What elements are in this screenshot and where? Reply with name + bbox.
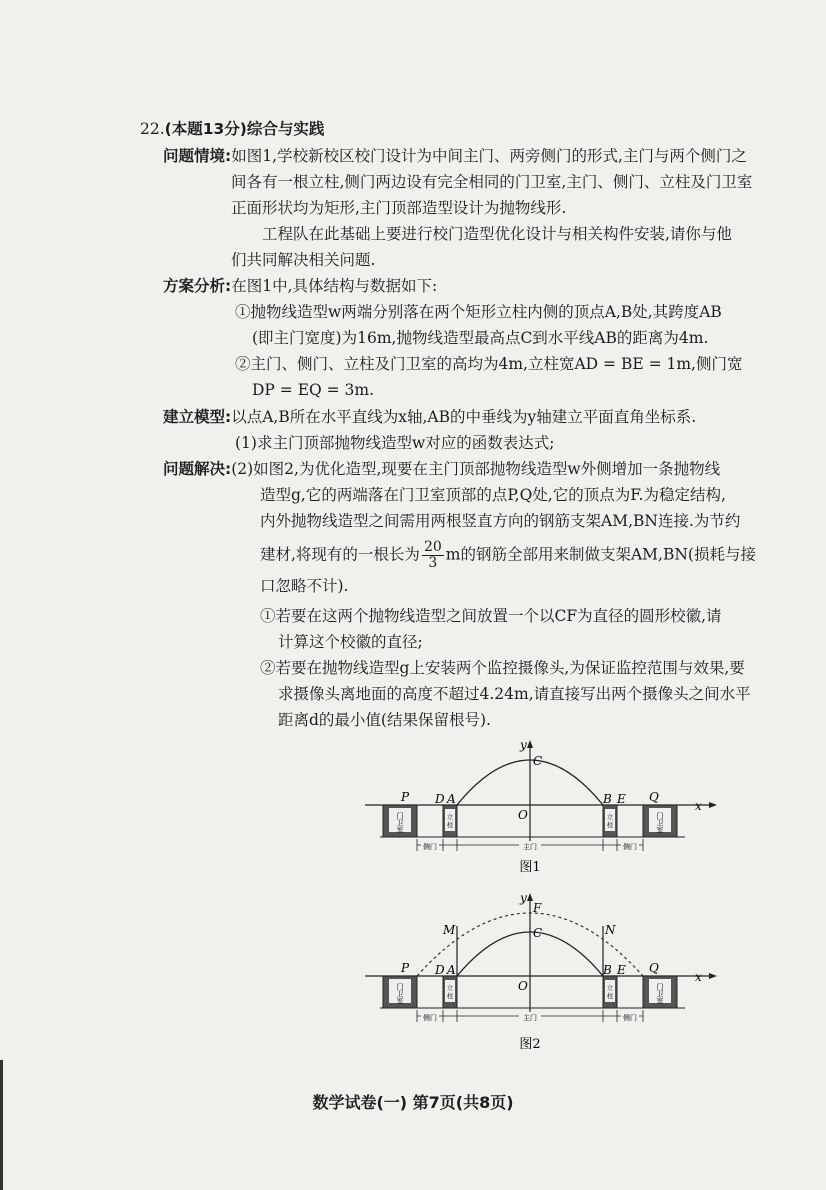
side-gate-right-label: 侧门 [623, 1014, 637, 1022]
analysis-line-4: ②主门、侧门、立柱及门卫室的高均为4m,立柱宽AD = BE = 1m,侧门宽 [235, 355, 743, 373]
guard-room-right-label-3: 室 [656, 997, 664, 1005]
label-Q: Q [649, 790, 659, 804]
solve-line-3: 内外抛物线造型之间需用两根竖直方向的钢筋支架AM,BN连接.为节约 [260, 512, 741, 530]
label-N: N [605, 923, 616, 937]
situation-line-2: 间各有一根立柱,侧门两边设有完全相同的门卫室,主门、侧门、立柱及门卫室 [231, 173, 753, 191]
fraction-denominator: 3 [428, 555, 438, 571]
label-O: O [518, 808, 528, 822]
label-A: A [447, 792, 456, 806]
label-O: O [518, 979, 528, 993]
analysis-label: 方案分析: [163, 277, 232, 295]
x-axis-label: x [695, 970, 702, 984]
solve-line-2: 造型g,它的两端落在门卫室顶部的点P,Q处,它的顶点为F.为稳定结构, [260, 486, 726, 504]
y-axis-label: y [520, 738, 527, 752]
problem-header [140, 118, 324, 140]
label-B: B [603, 792, 612, 806]
label-A: A [447, 963, 456, 977]
guard-room-left-label-1: 门 [396, 983, 404, 991]
analysis-line-1 [163, 275, 437, 297]
page-footer: 数学试卷(一) 第7页(共8页) [312, 1093, 514, 1112]
guard-room-left-label-2: 卫 [396, 990, 404, 998]
analysis-text: 在图1中,具体结构与数据如下: [231, 277, 438, 295]
analysis-line-5: DP = EQ = 3m. [252, 381, 375, 399]
label-C: C [533, 926, 543, 940]
y-axis-arrow [527, 740, 533, 748]
model-label: 建立模型: [163, 408, 232, 426]
model-line-2: (1)求主门顶部抛物线造型w对应的函数表达式; [235, 434, 555, 452]
pillar-left-label-1: 立 [446, 984, 454, 992]
label-D: D [435, 792, 445, 806]
guard-room-left-label-1: 门 [396, 812, 404, 820]
problem-number: 22. [140, 120, 165, 138]
solve-text: (2)如图2,为优化造型,现要在主门顶部抛物线造型w外侧增加一条抛物线 [231, 460, 721, 478]
label-E: E [617, 963, 626, 977]
x-axis-label: x [695, 799, 702, 813]
solve-line-9: 求摄像头离地面的高度不超过4.24m,请直接写出两个摄像头之间水平 [278, 685, 751, 703]
label-P: P [401, 790, 410, 804]
pillar-right-label-2: 柱 [606, 992, 614, 1000]
guard-room-right-label-2: 卫 [656, 990, 664, 998]
side-gate-left-label: 侧门 [423, 1014, 437, 1022]
main-gate-label: 主门 [523, 1014, 537, 1022]
pillar-left-label-2: 柱 [446, 992, 454, 1000]
problem-title: (本题13分)综合与实践 [164, 120, 325, 138]
label-M: M [443, 923, 456, 937]
guard-room-left-label-3: 室 [396, 997, 404, 1005]
solve-line-8: ②若要在抛物线造型g上安装两个监控摄像头,为保证监控范围与效果,要 [260, 659, 745, 677]
model-text: 以点A,B所在水平直线为x轴,AB的中垂线为y轴建立平面直角坐标系. [231, 408, 697, 426]
fraction [422, 540, 444, 571]
pillar-right-label-1: 立 [606, 813, 614, 821]
label-E: E [617, 792, 626, 806]
pillar-left-label-1: 立 [446, 813, 454, 821]
main-gate-label: 主门 [523, 843, 537, 851]
analysis-line-2: ①抛物线造型w两端分别落在两个矩形立柱内侧的顶点A,B处,其跨度AB [235, 303, 722, 321]
pillar-right-label-1: 立 [606, 984, 614, 992]
pillar-right-label-2: 柱 [606, 821, 614, 829]
label-Q: Q [649, 961, 659, 975]
pillar-left-label-2: 柱 [446, 821, 454, 829]
situation-label: 问题情境: [163, 147, 232, 165]
label-P: P [401, 961, 410, 975]
figure-1 [365, 735, 725, 885]
label-D: D [435, 963, 445, 977]
solve-line-6: ①若要在这两个抛物线造型之间放置一个以CF为直径的圆形校徽,请 [260, 607, 722, 625]
label-C: C [533, 754, 543, 768]
situation-line-5: 们共同解决相关问题. [231, 251, 376, 269]
side-gate-left-label: 侧门 [423, 843, 437, 851]
solve-text-4a: 建材,将现有的一根长为 [260, 545, 420, 564]
solve-line-1 [163, 458, 720, 480]
y-axis-label: y [520, 891, 527, 905]
solve-label: 问题解决: [163, 460, 232, 478]
model-line-1 [163, 406, 696, 428]
x-axis-arrow [709, 802, 717, 808]
label-B: B [603, 963, 612, 977]
label-F: F [533, 901, 542, 915]
analysis-line-3: (即主门宽度)为16m,抛物线造型最高点C到水平线AB的距离为4m. [252, 329, 709, 347]
solve-line-7: 计算这个校徽的直径; [278, 633, 423, 651]
y-axis-arrow [527, 893, 533, 901]
guard-room-left-label-3: 室 [396, 826, 404, 834]
figure-2-caption: 图2 [519, 1037, 541, 1052]
solve-text-4b: m的钢筋全部用来制做支架AM,BN(损耗与接 [445, 545, 756, 564]
guard-room-right-label-1: 门 [656, 812, 664, 820]
situation-line-3: 正面形状均为矩形,主门顶部造型设计为抛物线形. [231, 199, 567, 217]
guard-room-left-label-2: 卫 [396, 819, 404, 827]
solve-line-5: 口忽略不计). [260, 577, 349, 595]
guard-room-right-label-1: 门 [656, 983, 664, 991]
x-axis-arrow [709, 973, 717, 979]
figure-1-caption: 图1 [519, 860, 541, 875]
guard-room-right-label-3: 室 [656, 826, 664, 834]
guard-room-right-label-2: 卫 [656, 819, 664, 827]
scan-edge [0, 1060, 3, 1190]
fraction-numerator: 20 [423, 539, 442, 555]
situation-line-4: 工程队在此基础上要进行校门造型优化设计与相关构件安装,请你与他 [262, 225, 732, 243]
side-gate-right-label: 侧门 [623, 843, 637, 851]
situation-line-1 [163, 145, 747, 167]
figure-2 [365, 888, 725, 1058]
solve-line-10: 距离d的最小值(结果保留根号). [278, 711, 491, 729]
solve-line-4 [260, 540, 756, 571]
situation-text: 如图1,学校新校区校门设计为中间主门、两旁侧门的形式,主门与两个侧门之 [231, 147, 747, 165]
